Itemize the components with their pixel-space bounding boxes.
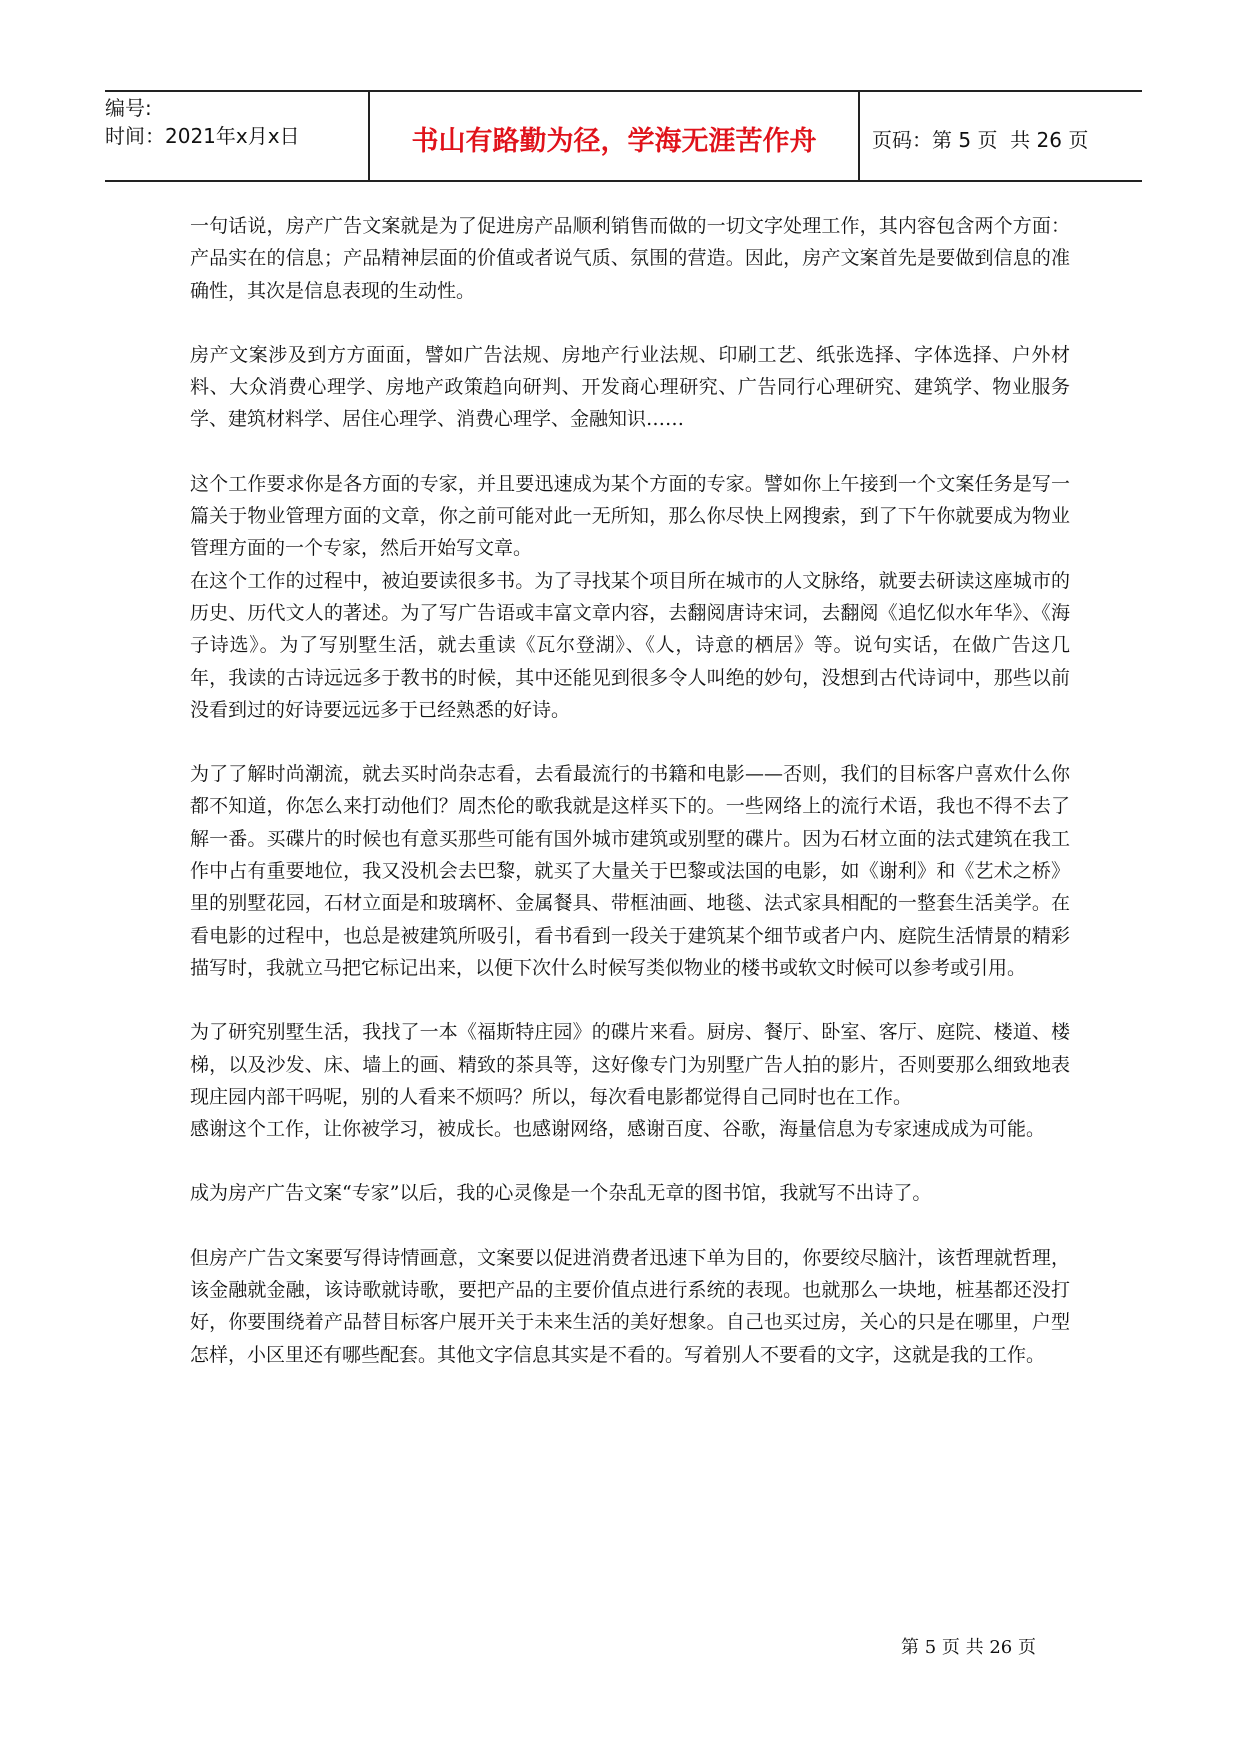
document-time-label: 时间：2021年x月x日 <box>105 124 300 148</box>
paragraph: 为了了解时尚潮流，就去买时尚杂志看，去看最流行的书籍和电影——否则，我们的目标客户喜欢什么你都不知道，你怎么来打动他们？周杰伦的歌我就是这样买下的。一些网络上的流行术语，我也不得不去了解一番。买碟片的时候也有意买那些可能有国外城市建筑或别墅的碟片。因为石材立面的法式建筑在我工作中占有重要地位，我又没机会去巴黎，就买了大量关于巴黎或法国的电影，如《谢利》和《艺术之桥》里的别墅花园，石材立面是和玻璃杯、金属餐具、带框油画、地毯、法式家具相配的一整套生活美学。在看电影的过程中，也总是被建筑所吸引，看书看到一段关于建筑某个细节或者户内、庭院生活情景的精彩描写时，我就立马把它标记出来，以便下次什么时候写类似物业的楼书或软文时候可以参考或引用。 <box>190 763 1070 979</box>
header-page-label: 页码：第 5 页 共 26 页 <box>872 127 1089 152</box>
page-footer: 第 5 页 共 26 页 <box>901 1637 1036 1658</box>
header-meta <box>105 92 370 180</box>
header-page-info <box>860 92 1142 180</box>
paragraph: 房产文案涉及到方方面面，譬如广告法规、房地产行业法规、印刷工艺、纸张选择、字体选择、户外材料、大众消费心理学、房地产政策趋向研判、开发商心理研究、广告同行心理研究、建筑学、物业服务学、建筑材料学、居住心理学、消费心理学、金融知识…… <box>190 343 1070 431</box>
paragraph: 感谢这个工作，让你被学习，被成长。也感谢网络，感谢百度、谷歌，海量信息为专家速成成为可能。 <box>190 1118 1046 1141</box>
paragraph: 成为房产广告文案“专家”以后，我的心灵像是一个杂乱无章的图书馆，我就写不出诗了。 <box>190 1182 932 1205</box>
header-motto: 书山有路勤为径，学海无涯苦作舟 <box>370 92 860 180</box>
document-body <box>190 210 1070 1371</box>
page-header <box>105 90 1142 182</box>
paragraph: 这个工作要求你是各方面的专家，并且要迅速成为某个方面的专家。譬如你上午接到一个文案任务是写一篇关于物业管理方面的文章，你之前可能对此一无所知，那么你尽快上网搜索，到了下午你就要成为物业管理方面的一个专家，然后开始写文章。 <box>190 472 1070 560</box>
paragraph: 但房产广告文案要写得诗情画意，文案要以促进消费者迅速下单为目的，你要绞尽脑汁，该哲理就哲理，该金融就金融，该诗歌就诗歌，要把产品的主要价值点进行系统的表现。也就那么一块地，桩基都还没打好，你要围绕着产品替目标客户展开关于未来生活的美好想象。自己也买过房，关心的只是在哪里，户型怎样，小区里还有哪些配套。其他文字信息其实是不看的。写着别人不要看的文字，这就是我的工作。 <box>190 1246 1070 1366</box>
paragraph: 一句话说，房产广告文案就是为了促进房产品顺利销售而做的一切文字处理工作，其内容包含两个方面：产品实在的信息；产品精神层面的价值或者说气质、氛围的营造。因此，房产文案首先是要做到信息的准确性，其次是信息表现的生动性。 <box>190 215 1070 302</box>
document-number-label: 编号: <box>105 96 152 120</box>
paragraph: 在这个工作的过程中，被迫要读很多书。为了寻找某个项目所在城市的人文脉络，就要去研读这座城市的历史、历代文人的著述。为了写广告语或丰富文章内容，去翻阅唐诗宋词，去翻阅《追忆似水年华》、《海子诗选》。为了写别墅生活，就去重读《瓦尔登湖》、《人，诗意的栖居》等。说句实话，在做广告这几年，我读的古诗远远多于教书的时候，其中还能见到很多令人叫绝的妙句，没想到古代诗词中，那些以前没看到过的好诗要远远多于已经熟悉的好诗。 <box>190 569 1070 721</box>
paragraph: 为了研究别墅生活，我找了一本《福斯特庄园》的碟片来看。厨房、餐厅、卧室、客厅、庭院、楼道、楼梯，以及沙发、床、墙上的画、精致的茶具等，这好像专门为别墅广告人拍的影片，否则要那么细致地表现庄园内部干吗呢，别的人看来不烦吗？所以，每次看电影都觉得自己同时也在工作。 <box>190 1021 1070 1108</box>
